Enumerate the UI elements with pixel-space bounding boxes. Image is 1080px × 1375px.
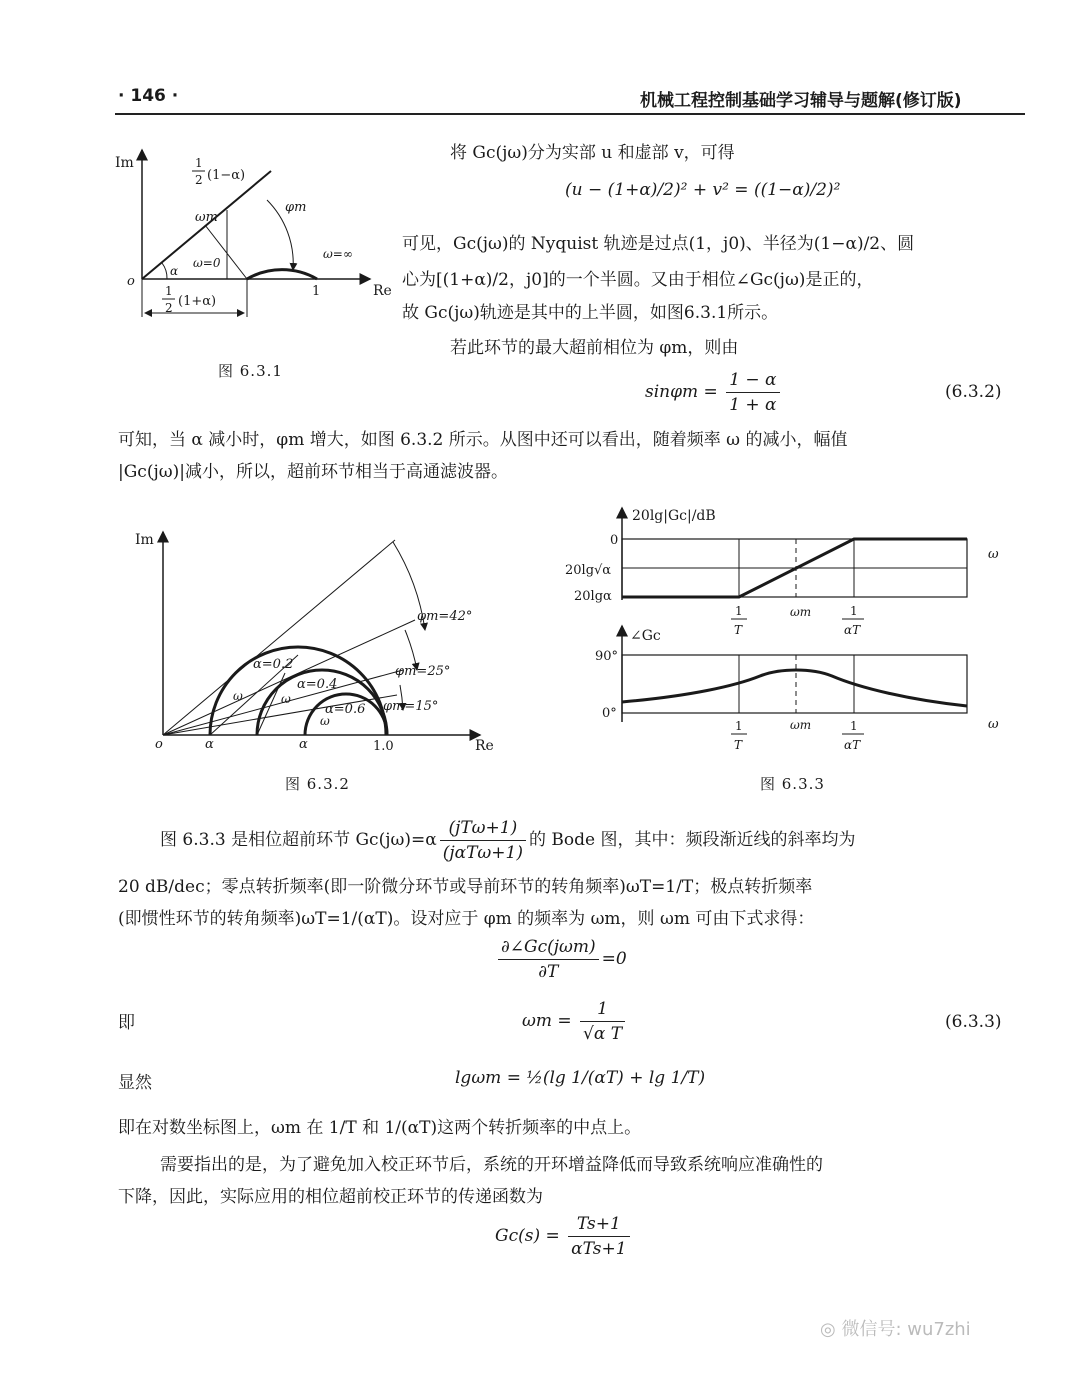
alpha06-label: α=0.6: [325, 702, 366, 717]
phi25-label: φm=25°: [395, 664, 451, 679]
omega-label-1: ω: [233, 689, 243, 703]
omega-label-3: ω: [320, 714, 330, 728]
eq3-num: 1: [580, 997, 625, 1022]
eq-d-num: ∂∠Gc(jωm): [498, 935, 599, 960]
tick-4-num: 1: [850, 719, 858, 733]
tick-3-den: T: [734, 738, 743, 752]
phi42-label: φm=42°: [417, 609, 473, 624]
para2-line1-num: (jTω+1): [440, 816, 526, 841]
tick-1-num: 1: [735, 604, 743, 618]
mag-lg-alpha: 20lgα: [574, 589, 612, 604]
eq5-den: αTs+1: [571, 1239, 627, 1259]
omega-label-2: ω: [281, 692, 291, 706]
phase-0: 0°: [602, 706, 617, 721]
para2-line2: 20 dB/dec；零点转折频率(即一阶微分环节或导前环节的转角频率)ωT=1/T；极点转折频率: [118, 877, 813, 897]
alpha-tick-2: α: [299, 737, 308, 752]
eq2-number: (6.3.2): [945, 382, 1002, 402]
tick-2-den: αT: [844, 623, 861, 637]
phase-axis-label: ∠Gc: [630, 628, 661, 644]
eq3-den: √α T: [583, 1024, 623, 1044]
eq5-lhs: Gc(s) =: [495, 1226, 560, 1246]
para2-line3: (即惯性环节的转角频率)ωT=1/(αT)。设对应于 φm 的频率为 ωm，则 ωm 可由下式求得：: [118, 909, 815, 929]
para2-line1a: 图 6.3.3 是相位超前环节 Gc(jω)=α: [160, 830, 437, 850]
para1-eq1: (u − (1+α)/2)² + v² = ((1−α)/2)²: [565, 180, 841, 200]
wechat-icon: ◎: [820, 1319, 836, 1340]
xianran-label: 显然: [118, 1073, 152, 1093]
para1-line6: 可知，当 α 减小时，φm 增大，如图 6.3.2 所示。从图中还可以看出，随着频率 ω 的减小，幅值: [118, 430, 848, 450]
omega-m-top: ωm: [790, 605, 812, 619]
para2-eq4: lgωm = ½(lg 1/(αT) + lg 1/T): [455, 1068, 706, 1088]
alpha-arc: [162, 263, 167, 279]
nyquist-semicircle: [247, 270, 317, 279]
para2-line1-den: (jαTω+1): [442, 843, 523, 863]
eq2-den: 1 + α: [729, 395, 777, 415]
radius-to-tangent: [205, 225, 247, 279]
half-den-top: 2: [195, 173, 203, 187]
one-tick: 1.0: [373, 739, 394, 754]
phi-m-label: φm: [285, 200, 307, 215]
re-label: Re: [475, 738, 494, 754]
para1-line3: 心为[(1+α)/2，j0]的一个半圆。又由于相位∠Gc(jω)是正的，: [402, 270, 874, 290]
figure-6-3-1: [115, 145, 405, 335]
im-label: Im: [135, 532, 154, 548]
para2-line6: 下降，因此，实际应用的相位超前校正环节的传递函数为: [118, 1187, 543, 1207]
para2-eq5: [495, 1212, 633, 1261]
eq3-lhs: ωm =: [522, 1011, 572, 1031]
alpha04-label: α=0.4: [297, 677, 338, 692]
figure-6-3-2: [125, 520, 515, 760]
para2-eq-derivative: [495, 935, 627, 984]
eq-d-den: ∂T: [538, 962, 559, 982]
omega-zero-label: ω=0: [193, 256, 221, 270]
ji-label: 即: [118, 1013, 135, 1033]
header-rule: [115, 113, 1025, 115]
im-label: Im: [115, 155, 134, 171]
eq2-lhs: sinφm =: [645, 382, 718, 402]
para1-line7: |Gc(jω)|减小，所以，超前环节相当于高通滤波器。: [118, 462, 508, 482]
half-num-top: 1: [195, 156, 203, 170]
tick-1-den: T: [734, 623, 743, 637]
half-one-plus-alpha: (1+α): [178, 294, 217, 309]
tick-3-num: 1: [735, 719, 743, 733]
alpha-tick-1: α: [205, 737, 214, 752]
mag-sqrt-alpha: 20lg√α: [565, 563, 612, 578]
omega-inf-label: ω=∞: [323, 247, 353, 261]
origin-label: o: [155, 737, 163, 752]
mag-zero: 0: [610, 533, 619, 548]
omega-label-bottom: ω: [988, 717, 999, 732]
one-label: 1: [312, 284, 321, 299]
para2-eq3: [522, 997, 628, 1046]
para1-line2: 可见，Gc(jω)的 Nyquist 轨迹是过点(1，j0)、半径为(1−α)/2、圆: [402, 234, 915, 254]
mag-axis-label: 20lg|Gc|/dB: [632, 508, 716, 524]
phase-frame: [622, 655, 967, 713]
para2-line1: [160, 815, 855, 865]
para1-line1: 将 Gc(jω)分为实部 u 和虚部 v，可得: [450, 143, 735, 163]
para1-line4: 故 Gc(jω)轨迹是其中的上半圆，如图6.3.1所示。: [402, 303, 779, 323]
tick-4-den: αT: [844, 738, 861, 752]
eq2-num: 1 − α: [726, 368, 779, 393]
eq5-num: Ts+1: [568, 1212, 629, 1237]
phase-curve: [622, 670, 967, 706]
omega-m-bottom: ωm: [790, 718, 812, 732]
fig-6-3-3-caption: 图 6.3.3: [760, 775, 825, 793]
para2-line5: 需要指出的是，为了避免加入校正环节后，系统的开环增益降低而导致系统响应准确性的: [160, 1155, 823, 1175]
half-den-bottom: 2: [165, 301, 173, 315]
alpha-label: α: [170, 264, 179, 278]
omega-m-label: ωm: [195, 210, 218, 225]
re-label: Re: [373, 283, 392, 299]
omega-label-top: ω: [988, 547, 999, 562]
page-number: · 146 ·: [118, 86, 179, 106]
fig-6-3-1-caption: 图 6.3.1: [218, 362, 283, 380]
origin-label: o: [127, 274, 135, 289]
phi15-label: φm=15°: [383, 699, 439, 714]
wechat-watermark: [820, 1315, 971, 1341]
half-num-bottom: 1: [165, 284, 173, 298]
para1-eq2: [645, 368, 783, 417]
phase-90: 90°: [595, 649, 619, 664]
fig-6-3-2-caption: 图 6.3.2: [285, 775, 350, 793]
eq3-number: (6.3.3): [945, 1012, 1002, 1032]
watermark-text: 微信号: wu7zhi: [841, 1319, 971, 1340]
tick-2-num: 1: [850, 604, 858, 618]
figure-6-3-3: [560, 500, 1010, 770]
para1-line5: 若此环节的最大超前相位为 φm，则由: [450, 338, 739, 358]
book-title: 机械工程控制基础学习辅导与题解(修订版): [640, 91, 962, 111]
para2-line1b: 的 Bode 图，其中：频段渐近线的斜率均为: [528, 830, 856, 850]
half-one-minus-alpha: (1−α): [207, 168, 246, 183]
para2-line4: 即在对数坐标图上，ωm 在 1/T 和 1/(αT)这两个转折频率的中点上。: [118, 1118, 642, 1138]
eq-d-rhs: =0: [601, 949, 627, 969]
alpha02-label: α=0.2: [253, 657, 294, 672]
